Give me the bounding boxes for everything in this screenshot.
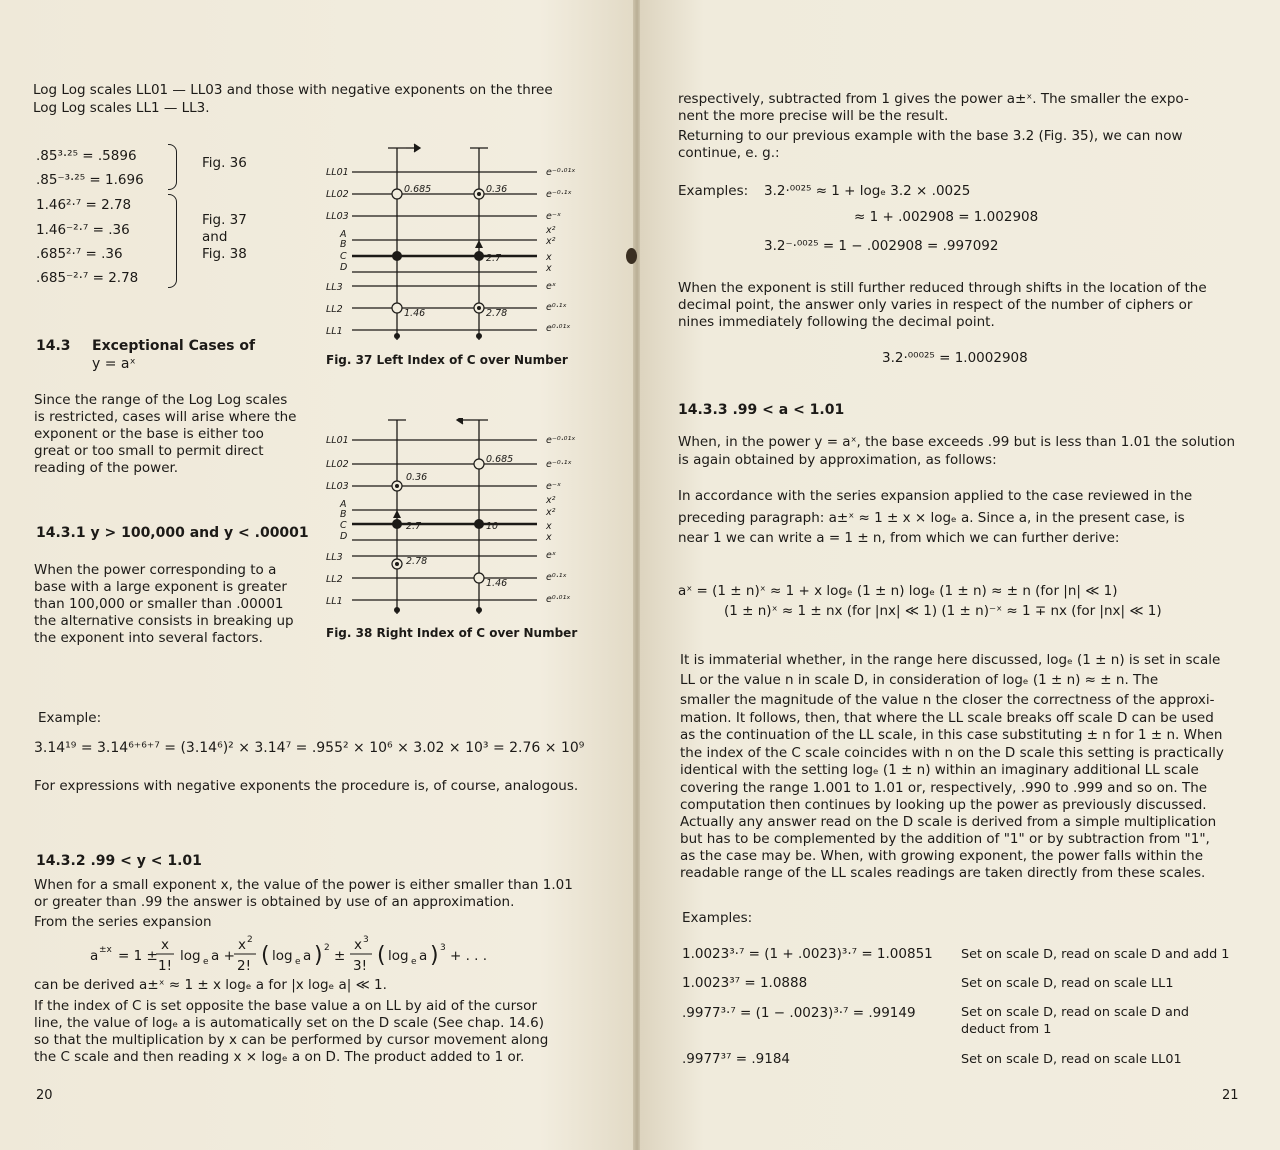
formula-2: (1 ± n)ˣ ≈ 1 ± nx (for |nx| ≪ 1) (1 ± n)⁻ˣ ≈ 1 ∓ nx (for |nx| ≪ 1) <box>724 603 1162 619</box>
r-ex-2: ≈ 1 + .002908 = 1.002908 <box>854 209 1039 225</box>
s1432-text-2: or greater than .99 the answer is obtained by use of an approximation. <box>34 894 515 910</box>
brace-fig36 <box>168 144 177 190</box>
eq-fig37-3: .685²·⁷ = .36 <box>36 246 123 262</box>
svg-text:B: B <box>340 239 347 250</box>
svg-text:e⁰·⁰¹ˣ: e⁰·⁰¹ˣ <box>546 323 571 334</box>
section-14-3-number: 14.3 <box>36 338 71 354</box>
svg-text:C: C <box>340 520 347 531</box>
svg-text:LL02: LL02 <box>326 459 349 470</box>
svg-text:A: A <box>340 229 347 240</box>
table-note-1: Set on scale D, read on scale D and add 1 <box>961 947 1230 962</box>
r-examples2-label: Examples: <box>682 910 753 926</box>
s1431-text-4: the alternative consists in breaking up <box>34 613 294 629</box>
svg-text:a +: a + <box>211 948 235 964</box>
svg-text:a: a <box>303 948 312 964</box>
s1431-text-5: the exponent into several factors. <box>34 630 263 646</box>
svg-text:LL3: LL3 <box>326 552 343 563</box>
svg-text:2!: 2! <box>237 958 252 974</box>
section-14-3-1-heading: 14.3.1 y > 100,000 and y < .00001 <box>36 525 309 541</box>
svg-text:eˣ: eˣ <box>546 281 557 292</box>
svg-text:3!: 3! <box>353 958 368 974</box>
svg-text:0.36: 0.36 <box>486 184 508 195</box>
svg-text:x: x <box>546 521 552 532</box>
s1431-text-1: When the power corresponding to a <box>34 562 277 578</box>
s1433r-text3-6: the index of the C scale coincides with n on the D scale this setting is practically <box>680 745 1224 761</box>
section-14-3-title-1: Exceptional Cases of <box>92 338 256 354</box>
svg-text:e⁰·¹ˣ: e⁰·¹ˣ <box>546 572 567 583</box>
svg-text:e: e <box>411 957 417 967</box>
svg-text:LL1: LL1 <box>326 596 343 607</box>
fig37-diagram <box>322 140 582 345</box>
svg-text:1.46: 1.46 <box>486 578 508 589</box>
s1431-text-2: base with a large exponent is greater <box>34 579 287 595</box>
svg-text:2.7: 2.7 <box>406 521 422 532</box>
example-equation: 3.14¹⁹ = 3.14⁶⁺⁶⁺⁷ = (3.14⁶)² × 3.14⁷ = .955² × 10⁶ × 3.02 × 10³ = 2.76 × 10⁹ <box>34 740 585 756</box>
svg-text:0.685: 0.685 <box>486 454 514 465</box>
svg-text:LL2: LL2 <box>326 304 343 315</box>
table-note-3b: deduct from 1 <box>961 1022 1052 1037</box>
svg-text:2.78: 2.78 <box>486 308 508 319</box>
svg-text:2: 2 <box>324 943 330 953</box>
svg-text:1!: 1! <box>158 958 173 974</box>
s1431-text-3: than 100,000 or smaller than .00001 <box>34 596 284 612</box>
svg-text:2.7: 2.7 <box>486 253 502 264</box>
fig38-caption: Fig. 38 Right Index of C over Number <box>326 626 578 640</box>
r-decimal-1: When the exponent is still further reduced through shifts in the location of the <box>678 280 1207 296</box>
right-page <box>640 0 1280 1150</box>
s1433r-text2-1: In accordance with the series expansion applied to the case reviewed in the <box>678 488 1193 504</box>
svg-text:x²: x² <box>546 236 556 247</box>
r-decimal-3: nines immediately following the decimal point. <box>678 314 995 330</box>
table-expr-2: 1.0023³⁷ = 1.0888 <box>682 975 808 991</box>
svg-text:a: a <box>90 948 99 964</box>
s1432-text2-2: line, the value of logₑ a is automatically set on the D scale (See chap. 14.6) <box>34 1015 545 1031</box>
r-ex-1: 3.2·⁰⁰²⁵ ≈ 1 + logₑ 3.2 × .0025 <box>764 183 971 199</box>
svg-text:C: C <box>340 251 347 262</box>
svg-text:2: 2 <box>247 935 253 945</box>
s1432-text-1: When for a small exponent x, the value of the power is either smaller than 1.01 <box>34 877 573 893</box>
table-expr-3: .9977³·⁷ = (1 − .0023)³·⁷ = .99149 <box>682 1005 916 1021</box>
s1433-text-2: is restricted, cases will arise where the <box>34 409 297 425</box>
fig38-diagram <box>322 418 582 623</box>
s1433r-text3-13: readable range of the LL scales readings are taken directly from these scales. <box>680 865 1206 881</box>
s1432-text-3: From the series expansion <box>34 914 212 930</box>
s1433r-text3-2: LL or the value n in scale D, in consideration of logₑ (1 ± n) ≈ ± n. The <box>680 672 1159 688</box>
left-page <box>0 0 635 1150</box>
svg-text:LL2: LL2 <box>326 574 343 585</box>
svg-text:1.46: 1.46 <box>404 308 426 319</box>
neg-exp-text: For expressions with negative exponents the procedure is, of course, analogous. <box>34 778 579 794</box>
svg-text:(: ( <box>377 943 386 968</box>
r-intro-1: respectively, subtracted from 1 gives the power a±ˣ. The smaller the expo- <box>678 91 1189 107</box>
svg-text:e⁻⁰·⁰¹ˣ: e⁻⁰·⁰¹ˣ <box>546 167 576 178</box>
s1433r-text2-2: preceding paragraph: a±ˣ ≈ 1 ± x × logₑ a. Since a, in the present case, is <box>678 510 1185 526</box>
s1433r-text3-1: It is immaterial whether, in the range here discussed, logₑ (1 ± n) is set in scale <box>680 652 1221 668</box>
svg-text:e⁻⁰·¹ˣ: e⁻⁰·¹ˣ <box>546 189 572 200</box>
fig37-ref-1: Fig. 37 <box>202 212 247 228</box>
svg-text:e: e <box>295 957 301 967</box>
s1433-text-1: Since the range of the Log Log scales <box>34 392 288 408</box>
svg-text:LL03: LL03 <box>326 481 349 492</box>
s1433-text-3: exponent or the base is either too <box>34 426 264 442</box>
fig37-scale-0: LL01 <box>326 167 349 178</box>
svg-text:x: x <box>546 532 552 543</box>
fig37-ref-2: and <box>202 229 228 245</box>
series-expansion-formula <box>88 930 528 980</box>
svg-text:x: x <box>238 937 246 953</box>
r-ex-4: 3.2·⁰⁰⁰²⁵ = 1.0002908 <box>882 350 1028 366</box>
svg-text:e: e <box>203 957 209 967</box>
svg-text:2.78: 2.78 <box>406 556 428 567</box>
svg-text:e⁻⁰·¹ˣ: e⁻⁰·¹ˣ <box>546 459 572 470</box>
table-expr-4: .9977³⁷ = .9184 <box>682 1051 791 1067</box>
svg-text:x²: x² <box>546 225 556 236</box>
svg-text:e⁻ˣ: e⁻ˣ <box>546 211 562 222</box>
s1433-text-4: great or too small to permit direct <box>34 443 264 459</box>
section-14-3-3-heading: 14.3.3 .99 < a < 1.01 <box>678 402 845 418</box>
brace-fig37 <box>168 194 177 288</box>
fig37-caption: Fig. 37 Left Index of C over Number <box>326 353 568 367</box>
svg-text:(: ( <box>261 943 270 968</box>
s1433r-text-1: When, in the power y = aˣ, the base exceeds .99 but is less than 1.01 the solution <box>678 434 1235 450</box>
r-decimal-2: decimal point, the answer only varies in respect of the number of ciphers or <box>678 297 1193 313</box>
table-note-2: Set on scale D, read on scale LL1 <box>961 976 1174 991</box>
table-note-4: Set on scale D, read on scale LL01 <box>961 1052 1182 1067</box>
s1433r-text3-9: computation then continues by looking up the power as previously discussed. <box>680 797 1207 813</box>
page-number-left: 20 <box>36 1088 53 1103</box>
s1433r-text-2: is again obtained by approximation, as follows: <box>678 452 997 468</box>
s1433r-text2-3: near 1 we can write a = 1 ± n, from which we can further derive: <box>678 530 1120 546</box>
svg-text:e⁰·¹ˣ: e⁰·¹ˣ <box>546 302 567 313</box>
s1432-derived: can be derived a±ˣ ≈ 1 ± x logₑ a for |x logₑ a| ≪ 1. <box>34 977 387 993</box>
svg-text:LL03: LL03 <box>326 211 349 222</box>
svg-text:): ) <box>314 943 323 968</box>
eq-fig37-2: 1.46⁻²·⁷ = .36 <box>36 222 130 238</box>
svg-text:LL1: LL1 <box>326 326 343 337</box>
svg-text:x²: x² <box>546 495 556 506</box>
eq-fig36-2: .85⁻³·²⁵ = 1.696 <box>36 172 144 188</box>
svg-text:LL01: LL01 <box>326 435 349 446</box>
svg-text:D: D <box>340 262 348 273</box>
svg-text:10: 10 <box>486 521 499 532</box>
svg-text:): ) <box>430 943 439 968</box>
svg-text:x²: x² <box>546 507 556 518</box>
example-label: Example: <box>38 710 102 726</box>
svg-text:+ . . .: + . . . <box>450 948 488 964</box>
ink-spot <box>626 248 637 264</box>
svg-text:x: x <box>546 252 552 263</box>
svg-text:= 1 ±: = 1 ± <box>118 948 158 964</box>
page-number-right: 21 <box>1222 1088 1239 1103</box>
s1433r-text3-11: but has to be complemented by the addition of "1" or by subtraction from "1", <box>680 831 1210 847</box>
svg-text:±x: ±x <box>99 945 112 955</box>
svg-text:x: x <box>546 263 552 274</box>
svg-text:A: A <box>340 499 347 510</box>
svg-text:0.685: 0.685 <box>404 184 432 195</box>
svg-text:3: 3 <box>440 943 446 953</box>
s1433r-text3-4: mation. It follows, then, that where the LL scale breaks off scale D can be used <box>680 710 1214 726</box>
s1432-text2-3: so that the multiplication by x can be performed by cursor movement along <box>34 1032 549 1048</box>
section-14-3-title-2: y = aˣ <box>92 356 136 372</box>
svg-text:3: 3 <box>363 935 369 945</box>
s1433r-text3-7: identical with the setting logₑ (1 ± n) within an imaginary additional LL scale <box>680 762 1199 778</box>
s1433r-text3-8: covering the range 1.001 to 1.01 or, respectively, .990 to .999 and so on. The <box>680 780 1208 796</box>
s1433r-text3-10: Actually any answer read on the D scale is derived from a simple multiplication <box>680 814 1217 830</box>
table-expr-1: 1.0023³·⁷ = (1 + .0023)³·⁷ = 1.00851 <box>682 946 933 962</box>
svg-text:D: D <box>340 531 348 542</box>
s1433-text-5: reading of the power. <box>34 460 179 476</box>
svg-text:x: x <box>161 937 169 953</box>
s1432-text2-4: the C scale and then reading x × logₑ a on D. The product added to 1 or. <box>34 1049 525 1065</box>
formula-1: aˣ = (1 ± n)ˣ ≈ 1 + x logₑ (1 ± n) logₑ (1 ± n) ≈ ± n (for |n| ≪ 1) <box>678 583 1118 599</box>
eq-fig36-1: .85³·²⁵ = .5896 <box>36 148 137 164</box>
section-14-3-2-heading: 14.3.2 .99 < y < 1.01 <box>36 853 202 869</box>
table-note-3: Set on scale D, read on scale D and <box>961 1005 1190 1020</box>
r-examples-label: Examples: <box>678 183 749 199</box>
s1433r-text3-3: smaller the magnitude of the value n the closer the correctness of the approxi- <box>680 692 1215 708</box>
svg-text:0.36: 0.36 <box>406 472 428 483</box>
svg-text:x: x <box>354 937 362 953</box>
r-intro-2: nent the more precise will be the result. <box>678 108 949 124</box>
svg-text:LL3: LL3 <box>326 282 343 293</box>
s1432-text2-1: If the index of C is set opposite the base value a on LL by aid of the cursor <box>34 998 537 1014</box>
fig36-ref: Fig. 36 <box>202 155 247 171</box>
svg-text:B: B <box>340 509 347 520</box>
s1433r-text3-5: as the continuation of the LL scale, in this case substituting ± n for 1 ± n. When <box>680 727 1223 743</box>
svg-text:e⁻ˣ: e⁻ˣ <box>546 481 562 492</box>
intro-line-1: Log Log scales LL01 — LL03 and those with negative exponents on the three <box>33 82 553 98</box>
svg-text:a: a <box>419 948 428 964</box>
svg-text:eˣ: eˣ <box>546 550 557 561</box>
r-intro-3: Returning to our previous example with the base 3.2 (Fig. 35), we can now <box>678 128 1183 144</box>
r-ex-3: 3.2⁻·⁰⁰²⁵ = 1 − .002908 = .997092 <box>764 238 999 254</box>
svg-text:e⁻⁰·⁰¹ˣ: e⁻⁰·⁰¹ˣ <box>546 435 576 446</box>
eq-fig37-4: .685⁻²·⁷ = 2.78 <box>36 270 139 286</box>
svg-text:e⁰·⁰¹ˣ: e⁰·⁰¹ˣ <box>546 594 571 605</box>
s1433r-text3-12: as the case may be. When, with growing exponent, the power falls within the <box>680 848 1203 864</box>
svg-text:LL02: LL02 <box>326 189 349 200</box>
fig37-ref-3: Fig. 38 <box>202 246 247 262</box>
svg-text:log: log <box>388 948 409 964</box>
r-intro-4: continue, e. g.: <box>678 145 780 161</box>
svg-text:log: log <box>272 948 293 964</box>
svg-text:±: ± <box>334 948 346 964</box>
svg-text:log: log <box>180 948 201 964</box>
intro-line-2: Log Log scales LL1 — LL3. <box>33 100 210 116</box>
eq-fig37-1: 1.46²·⁷ = 2.78 <box>36 197 132 213</box>
